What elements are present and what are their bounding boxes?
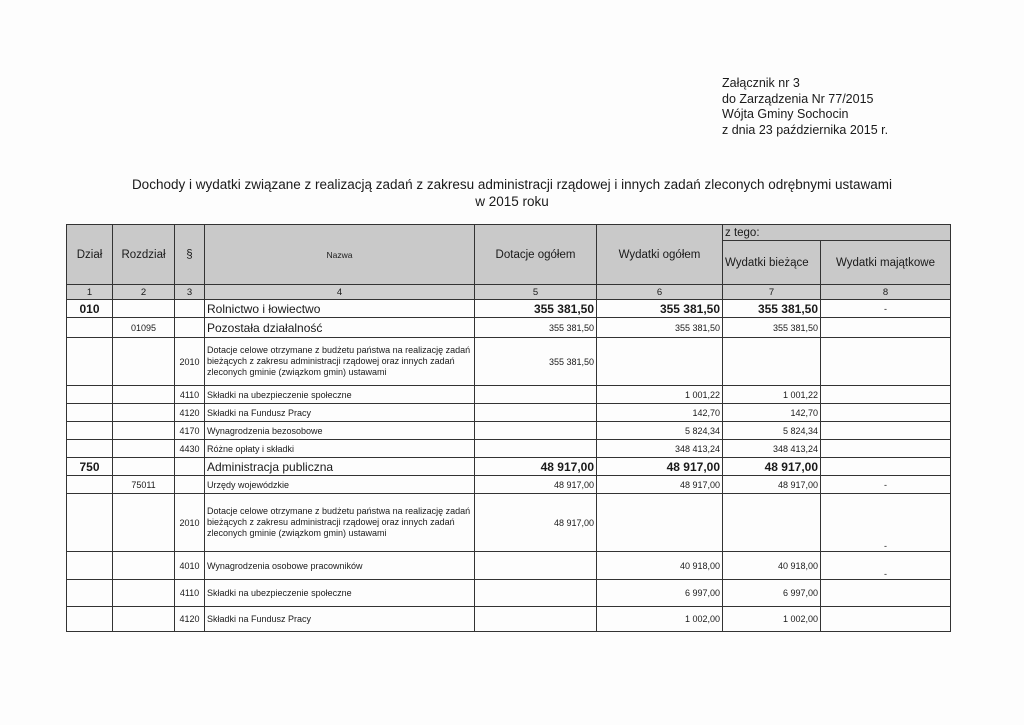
cell-biezace: 6 997,00: [723, 580, 821, 607]
table-row: [67, 318, 951, 338]
cell-rozdzial: [113, 607, 175, 632]
cell-rozdzial: [113, 338, 175, 386]
header-dotacje: Dotacje ogółem: [475, 225, 597, 285]
cell-majatkowe: [821, 386, 951, 404]
cell-nazwa: Dotacje celowe otrzymane z budżetu państwa na realizację zadań bieżących z zakresu administracji rządowej oraz innych zadań zleconych gminie (związkom gmin) ustawami: [205, 338, 475, 386]
cell-biezace: 48 917,00: [723, 476, 821, 494]
header-majatkowe: Wydatki majątkowe: [821, 241, 951, 285]
cell-dzial: [67, 607, 113, 632]
annex-note: [722, 76, 888, 138]
cell-rozdzial: [113, 386, 175, 404]
cell-rozdzial: [113, 494, 175, 552]
cell-biezace: 355 381,50: [723, 300, 821, 318]
cell-nazwa: Składki na ubezpieczenie społeczne: [205, 580, 475, 607]
table-row: [67, 552, 951, 580]
table-row: [67, 300, 951, 318]
cell-wydatki: 355 381,50: [597, 300, 723, 318]
cell-nazwa: Różne opłaty i składki: [205, 440, 475, 458]
cell-wydatki: 48 917,00: [597, 476, 723, 494]
cell-majatkowe: -: [821, 476, 951, 494]
cell-paragraf: [175, 476, 205, 494]
cell-dzial: [67, 422, 113, 440]
cell-dotacje: 355 381,50: [475, 300, 597, 318]
cell-paragraf: 2010: [175, 494, 205, 552]
cell-rozdzial: [113, 404, 175, 422]
cell-dzial: [67, 386, 113, 404]
header-paragraf: §: [175, 225, 205, 285]
cell-dotacje: [475, 422, 597, 440]
cell-dzial: [67, 338, 113, 386]
cell-rozdzial: [113, 422, 175, 440]
cell-majatkowe: [821, 338, 951, 386]
cell-dotacje: 355 381,50: [475, 318, 597, 338]
cell-majatkowe: [821, 458, 951, 476]
budget-table: [66, 224, 951, 632]
title-line: w 2015 roku: [475, 194, 549, 209]
header-dzial: Dział: [67, 225, 113, 285]
cell-rozdzial: [113, 580, 175, 607]
table-row: [67, 422, 951, 440]
cell-biezace: 348 413,24: [723, 440, 821, 458]
cell-paragraf: 4120: [175, 607, 205, 632]
header-biezace: Wydatki bieżące: [723, 241, 821, 285]
cell-nazwa: Administracja publiczna: [205, 458, 475, 476]
cell-dzial: [67, 552, 113, 580]
cell-wydatki: 48 917,00: [597, 458, 723, 476]
cell-majatkowe: [821, 422, 951, 440]
cell-paragraf: 4120: [175, 404, 205, 422]
cell-majatkowe: [821, 404, 951, 422]
cell-majatkowe: [821, 440, 951, 458]
header-rozdzial: Rozdział: [113, 225, 175, 285]
cell-biezace: 40 918,00: [723, 552, 821, 580]
column-numbers-row: [67, 285, 951, 300]
cell-dotacje: 48 917,00: [475, 494, 597, 552]
annex-line: do Zarządzenia Nr 77/2015: [722, 91, 874, 106]
cell-wydatki: 1 002,00: [597, 607, 723, 632]
cell-rozdzial: [113, 458, 175, 476]
cell-wydatki: [597, 338, 723, 386]
cell-dotacje: 355 381,50: [475, 338, 597, 386]
cell-nazwa: Pozostała działalność: [205, 318, 475, 338]
cell-wydatki: 355 381,50: [597, 318, 723, 338]
cell-dzial: [67, 494, 113, 552]
cell-paragraf: [175, 458, 205, 476]
annex-line: z dnia 23 października 2015 r.: [722, 122, 889, 137]
document-title: [0, 176, 1024, 210]
col-number: 1: [67, 285, 113, 300]
cell-dzial: [67, 404, 113, 422]
cell-paragraf: 4110: [175, 386, 205, 404]
cell-dzial: 010: [67, 300, 113, 318]
col-number: 6: [597, 285, 723, 300]
cell-nazwa: Składki na Fundusz Pracy: [205, 404, 475, 422]
cell-wydatki: 40 918,00: [597, 552, 723, 580]
cell-paragraf: 4170: [175, 422, 205, 440]
cell-nazwa: Składki na Fundusz Pracy: [205, 607, 475, 632]
cell-dotacje: [475, 552, 597, 580]
cell-wydatki: 142,70: [597, 404, 723, 422]
cell-nazwa: Dotacje celowe otrzymane z budżetu państwa na realizację zadań bieżących z zakresu administracji rządowej oraz innych zadań zleconych gminie (związkom gmin) ustawami: [205, 494, 475, 552]
annex-line: Załącznik nr 3: [722, 76, 800, 90]
cell-rozdzial: [113, 552, 175, 580]
cell-rozdzial: 75011: [113, 476, 175, 494]
cell-dotacje: [475, 607, 597, 632]
cell-paragraf: [175, 318, 205, 338]
cell-nazwa: Wynagrodzenia osobowe pracowników: [205, 552, 475, 580]
cell-dzial: [67, 476, 113, 494]
cell-rozdzial: [113, 300, 175, 318]
table-row: [67, 440, 951, 458]
col-number: 3: [175, 285, 205, 300]
cell-majatkowe: [821, 607, 951, 632]
table-row: [67, 386, 951, 404]
cell-biezace: 1 001,22: [723, 386, 821, 404]
cell-dotacje: [475, 440, 597, 458]
cell-wydatki: 5 824,34: [597, 422, 723, 440]
cell-nazwa: Wynagrodzenia bezosobowe: [205, 422, 475, 440]
cell-dzial: [67, 580, 113, 607]
col-number: 4: [205, 285, 475, 300]
col-number: 7: [723, 285, 821, 300]
cell-wydatki: 1 001,22: [597, 386, 723, 404]
cell-dotacje: [475, 386, 597, 404]
header-nazwa: Nazwa: [205, 225, 475, 285]
table-row: [67, 607, 951, 632]
cell-dzial: [67, 318, 113, 338]
cell-biezace: 355 381,50: [723, 318, 821, 338]
cell-paragraf: 4430: [175, 440, 205, 458]
cell-dotacje: 48 917,00: [475, 476, 597, 494]
cell-biezace: 142,70: [723, 404, 821, 422]
cell-nazwa: Urzędy wojewódzkie: [205, 476, 475, 494]
cell-nazwa: Rolnictwo i łowiectwo: [205, 300, 475, 318]
cell-majatkowe: -: [821, 494, 951, 552]
col-number: 8: [821, 285, 951, 300]
cell-rozdzial: [113, 440, 175, 458]
col-number: 2: [113, 285, 175, 300]
cell-dotacje: [475, 404, 597, 422]
table-row: [67, 476, 951, 494]
table-row: [67, 458, 951, 476]
table-row: [67, 494, 951, 552]
cell-majatkowe: [821, 580, 951, 607]
cell-majatkowe: -: [821, 552, 951, 580]
cell-wydatki: 348 413,24: [597, 440, 723, 458]
col-number: 5: [475, 285, 597, 300]
cell-paragraf: 2010: [175, 338, 205, 386]
cell-biezace: [723, 338, 821, 386]
table-row: [67, 404, 951, 422]
table-row: [67, 338, 951, 386]
cell-dzial: [67, 440, 113, 458]
cell-wydatki: [597, 494, 723, 552]
cell-wydatki: 6 997,00: [597, 580, 723, 607]
cell-rozdzial: 01095: [113, 318, 175, 338]
cell-majatkowe: [821, 318, 951, 338]
header-wydatki: Wydatki ogółem: [597, 225, 723, 285]
annex-line: Wójta Gminy Sochocin: [722, 107, 849, 121]
cell-dotacje: [475, 580, 597, 607]
cell-nazwa: Składki na ubezpieczenie społeczne: [205, 386, 475, 404]
cell-majatkowe: -: [821, 300, 951, 318]
title-line: Dochody i wydatki związane z realizacją zadań z zakresu administracji rządowej i innych zadań zleconych odrębnymi ustawami: [131, 177, 893, 192]
cell-dotacje: 48 917,00: [475, 458, 597, 476]
cell-biezace: 1 002,00: [723, 607, 821, 632]
cell-biezace: [723, 494, 821, 552]
cell-dzial: 750: [67, 458, 113, 476]
cell-paragraf: 4010: [175, 552, 205, 580]
cell-paragraf: 4110: [175, 580, 205, 607]
table-row: [67, 580, 951, 607]
cell-biezace: 48 917,00: [723, 458, 821, 476]
header-z-tego: z tego:: [723, 225, 951, 241]
cell-biezace: 5 824,34: [723, 422, 821, 440]
cell-paragraf: [175, 300, 205, 318]
